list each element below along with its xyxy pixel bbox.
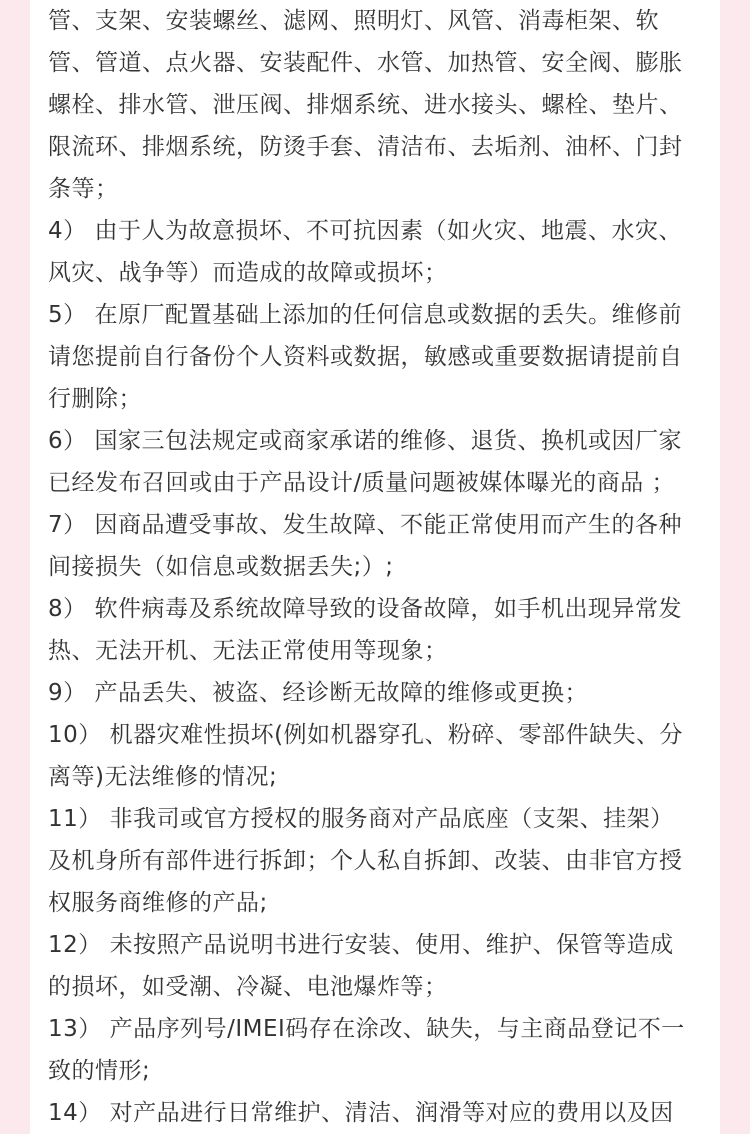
terms-text — [48, 0, 708, 1134]
text-line: 4） 由于人为故意损坏、不可抗因素（如火灾、地震、水灾、 — [48, 218, 682, 244]
text-line: 风灾、战争等）而造成的故障或损坏； — [48, 260, 448, 286]
text-line: 管、支架、安装螺丝、滤网、照明灯、风管、消毒柜架、软 — [48, 8, 659, 34]
text-line: 14） 对产品进行日常维护、清洁、润滑等对应的费用以及因 — [48, 1100, 674, 1126]
text-line: 条等； — [48, 176, 119, 202]
text-line: 的损坏，如受潮、冷凝、电池爆炸等； — [48, 974, 448, 1000]
text-line: 8） 软件病毒及系统故障导致的设备故障，如手机出现异常发 — [48, 596, 682, 622]
text-line: 13） 产品序列号/IMEI码存在涂改、缺失，与主商品登记不一 — [48, 1016, 685, 1042]
text-line: 7） 因商品遭受事故、发生故障、不能正常使用而产生的各种 — [48, 512, 682, 538]
text-line: 离等)无法维修的情况; — [48, 764, 278, 790]
text-line: 权服务商维修的产品; — [48, 890, 268, 916]
text-line: 11） 非我司或官方授权的服务商对产品底座（支架、挂架） — [48, 806, 674, 832]
text-line: 行删除； — [48, 386, 142, 412]
text-line: 6） 国家三包法规定或商家承诺的维修、退货、换机或因厂家 — [48, 428, 682, 454]
text-line: 已经发布召回或由于产品设计/质量问题被媒体曝光的商品 ； — [48, 470, 676, 496]
text-line: 致的情形; — [48, 1058, 151, 1084]
text-line: 限流环、排烟系统，防烫手套、清洁布、去垢剂、油杯、门封 — [48, 134, 683, 160]
text-line: 5） 在原厂配置基础上添加的任何信息或数据的丢失。维修前 — [48, 302, 682, 328]
content-panel — [30, 0, 720, 1134]
text-line: 12） 未按照产品说明书进行安装、使用、维护、保管等造成 — [48, 932, 674, 958]
text-line: 热、无法开机、无法正常使用等现象； — [48, 638, 448, 664]
text-line: 请您提前自行备份个人资料或数据，敏感或重要数据请提前自 — [48, 344, 683, 370]
text-line: 螺栓、排水管、泄压阀、排烟系统、进水接头、螺栓、垫片、 — [48, 92, 683, 118]
text-line: 及机身所有部件进行拆卸；个人私自拆卸、改装、由非官方授 — [48, 848, 683, 874]
text-line: 间接损失（如信息或数据丢失;）; — [48, 554, 394, 580]
text-line: 10） 机器灾难性损坏(例如机器穿孔、粉碎、零部件缺失、分 — [48, 722, 684, 748]
text-line: 9） 产品丢失、被盗、经诊断无故障的维修或更换； — [48, 680, 588, 706]
text-line: 管、管道、点火器、安装配件、水管、加热管、安全阀、膨胀 — [48, 50, 683, 76]
